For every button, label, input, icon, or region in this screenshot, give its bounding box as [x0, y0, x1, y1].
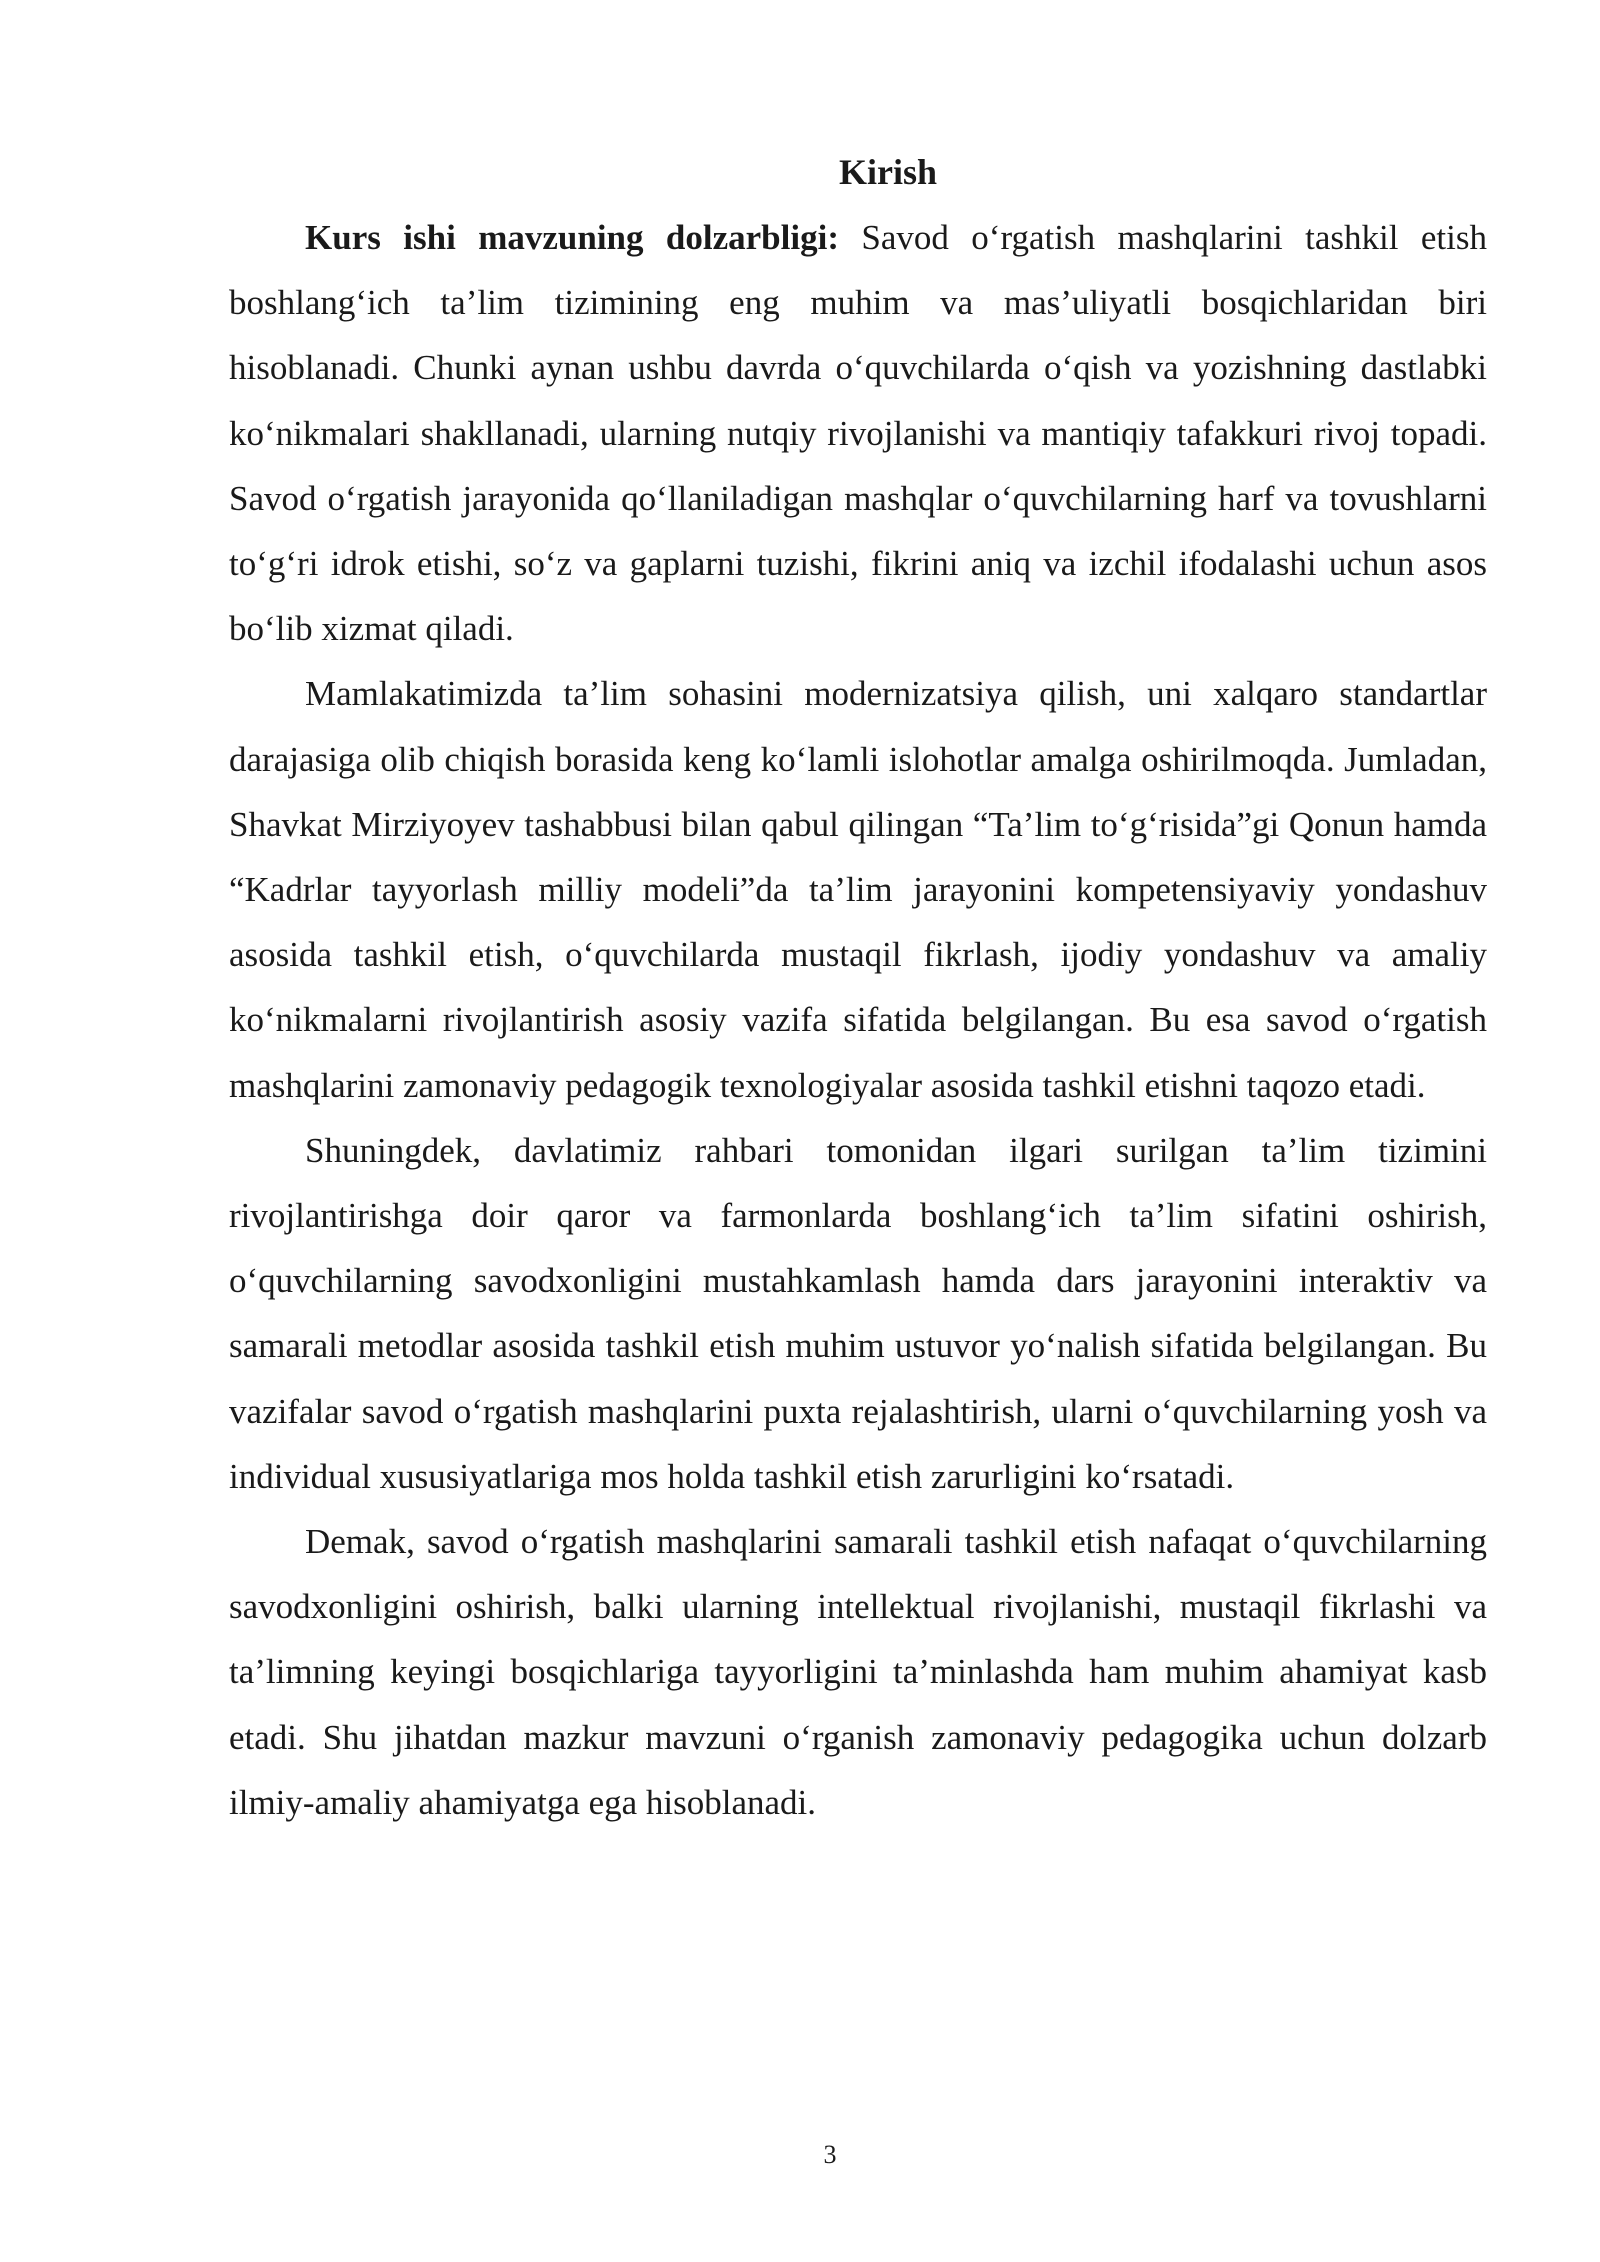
paragraph-relevance	[229, 205, 1487, 661]
paragraph-education-reform: Mamlakatimizda ta’lim sohasini modernizatsiya qilish, uni xalqaro standartlar darajasiga olib chiqish borasida keng ko‘lamli islohotlar amalga oshirilmoqda. Jumladan, Shavkat Mirziyoyev tashabbusi bilan qabul qilingan “Ta’lim to‘g‘risida”gi Qonun hamda “Kadrlar tayyorlash milliy modeli”da ta’lim jarayonini kompetensiyaviy yondashuv asosida tashkil etish, o‘quvchilarda mustaqil fikrlash, ijodiy yondashuv va amaliy ko‘nikmalarni rivojlantirish asosiy vazifa sifatida belgilangan. Bu esa savod o‘rgatish mashqlarini zamonaviy pedagogik texnologiyalar asosida tashkil etishni taqozo etadi.	[229, 674, 1487, 1105]
page-content	[229, 140, 1487, 1835]
page-title: Kirish	[838, 152, 937, 192]
paragraph-lead: Kurs ishi mavzuning dolzarbligi:	[305, 218, 839, 257]
paragraph-text: Savod o‘rgatish mashqlarini tashkil etish boshlang‘ich ta’lim tizimining eng muhim va mas’uliyatli bosqichlaridan biri hisoblanadi. Chunki aynan ushbu davrda o‘quvchilarda o‘qish va yozishning dastlabki ko‘nikmalari shakllanadi, ularning nutqiy rivojlanishi va mantiqiy tafakkuri rivoj topadi. Savod o‘rgatish jarayonida qo‘llaniladigan mashqlar o‘quvchilarning harf va tovushlarni to‘g‘ri idrok etishi, so‘z va gaplarni tuzishi, fikrini aniq va izchil ifodalashi uchun asos bo‘lib xizmat qiladi.	[229, 218, 1487, 649]
page-number: 3	[823, 2140, 837, 2169]
paragraph-state-priorities: Shuningdek, davlatimiz rahbari tomonidan ilgari surilgan ta’lim tizimini rivojlantirishga doir qaror va farmonlarda boshlang‘ich ta’lim sifatini oshirish, o‘quvchilarning savodxonligini mustahkamlash hamda dars jarayonini interaktiv va samarali metodlar asosida tashkil etish muhim ustuvor yo‘nalish sifatida belgilangan. Bu vazifalar savod o‘rgatish mashqlarini puxta rejalashtirish, ularni o‘quvchilarning yosh va individual xususiyatlariga mos holda tashkil etish zarurligini ko‘rsatadi.	[229, 1130, 1487, 1496]
paragraph-conclusion: Demak, savod o‘rgatish mashqlarini samarali tashkil etish nafaqat o‘quvchilarning savodxonligini oshirish, balki ularning intellektual rivojlanishi, mustaqil fikrlashi va ta’limning keyingi bosqichlariga tayyorligini ta’minlashda ham muhim ahamiyat kasb etadi. Shu jihatdan mazkur mavzuni o‘rganish zamonaviy pedagogika uchun dolzarb ilmiy-amaliy ahamiyatga ega hisoblanadi.	[229, 1522, 1487, 1822]
